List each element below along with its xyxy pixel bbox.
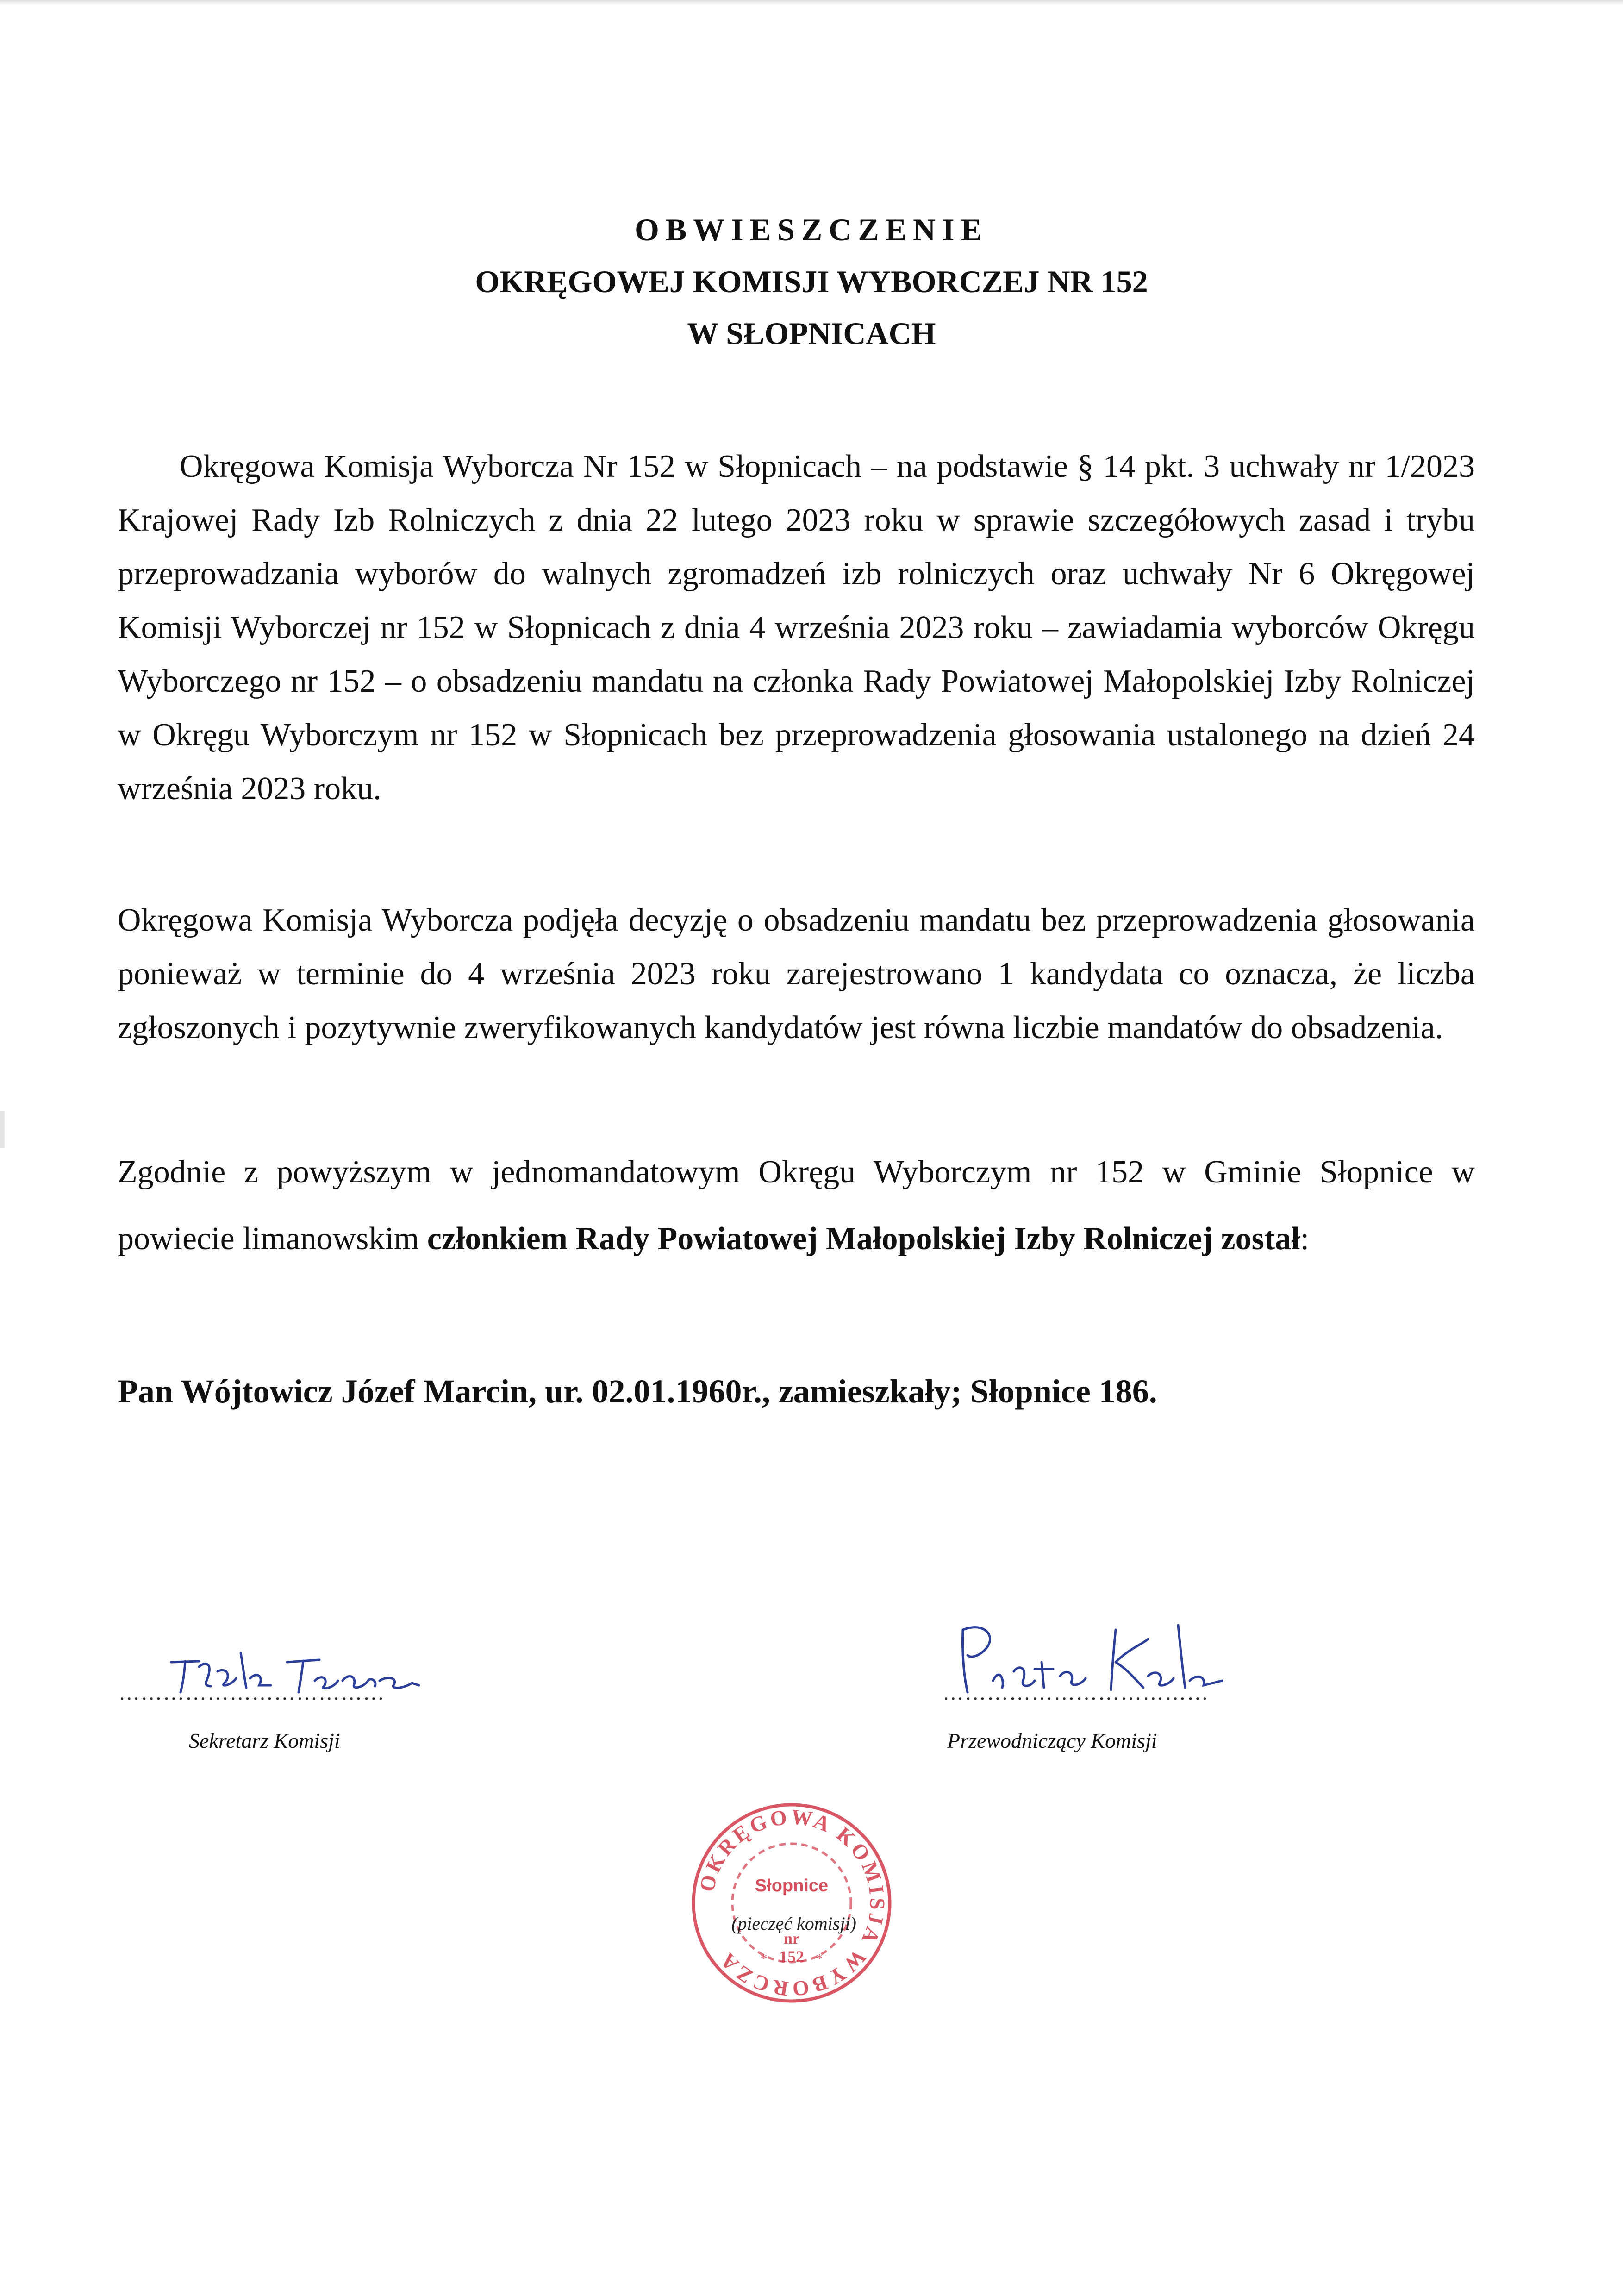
scan-edge	[0, 0, 1623, 5]
stamp-number: 152	[779, 1947, 804, 1966]
paragraph-announcement: Okręgowa Komisja Wyborcza Nr 152 w Słopnicach – na podstawie § 14 pkt. 3 uchwały nr 1/2023 Krajowej Rady Izb Rolniczych z dnia 22 lutego 2023 roku w sprawie szczegółowych zasad i trybu przeprowadzania wyborów do walnych zgromadzeń izb rolniczych oraz uchwały Nr 6 Okręgowej Komisji Wyborczej nr 152 w Słopnicach z dnia 4 września 2023 roku – zawiadamia wyborców Okręgu Wyborczego nr 152 – o obsadzeniu mandatu na członka Rady Powiatowej Małopolskiej Izby Rolniczej w Okręgu Wyborczym nr 152 w Słopnicach bez przeprowadzenia głosowania ustalonego na dzień 24 września 2023 roku.	[118, 449, 1475, 807]
paragraph-result	[118, 1139, 1475, 1272]
document-title	[0, 204, 1623, 359]
stamp-center-text: Słopnice	[755, 1876, 829, 1896]
stamp-star-right-icon: *	[816, 1951, 823, 1966]
chairman-signature-line: ………………………………	[943, 1681, 1209, 1704]
stamp-star-left-icon: *	[760, 1951, 768, 1966]
secretary-signature-line: ………………………………	[119, 1681, 385, 1704]
result-colon: :	[1300, 1221, 1310, 1257]
stamp-caption: (pieczęć komisji)	[731, 1913, 856, 1934]
result-text: Zgodnie z powyższym w jednomandatowym Okręgu Wyborczym nr 152 w Gminie Słopnice w powiecie limanowskim	[118, 1154, 1475, 1257]
stamp-ring-text: OKRĘGOWA KOMISJA WYBORCZA	[694, 1804, 890, 2002]
chairman-caption: Przewodniczący Komisji	[947, 1729, 1157, 1752]
secretary-caption: Sekretarz Komisji	[189, 1729, 340, 1752]
commission-stamp	[685, 1796, 898, 2009]
elected-person: Pan Wójtowicz Józef Marcin, ur. 02.01.1960r., zamieszkały; Słopnice 186.	[118, 1373, 1157, 1410]
title-line-3: W SŁOPNICACH	[687, 316, 936, 351]
paragraph-decision: Okręgowa Komisja Wyborcza podjęła decyzję o obsadzeniu mandatu bez przeprowadzenia głosowania ponieważ w terminie do 4 września 2023 roku zarejestrowano 1 kandydata co oznacza, że liczba zgłoszonych i pozytywnie zweryfikowanych kandydatów jest równa liczbie mandatów do obsadzenia.	[118, 902, 1475, 1045]
result-bold-text: członkiem Rady Powiatowej Małopolskiej Izby Rolniczej został	[427, 1221, 1300, 1257]
scan-fold-mark	[0, 1111, 5, 1148]
title-line-1: OBWIESZCZENIE	[635, 212, 988, 247]
svg-text:OKRĘGOWA KOMISJA WYBORCZA	[694, 1805, 889, 2001]
title-line-2: OKRĘGOWEJ KOMISJI WYBORCZEJ NR 152	[475, 264, 1148, 299]
stamp-number-label: nr	[784, 1930, 799, 1947]
